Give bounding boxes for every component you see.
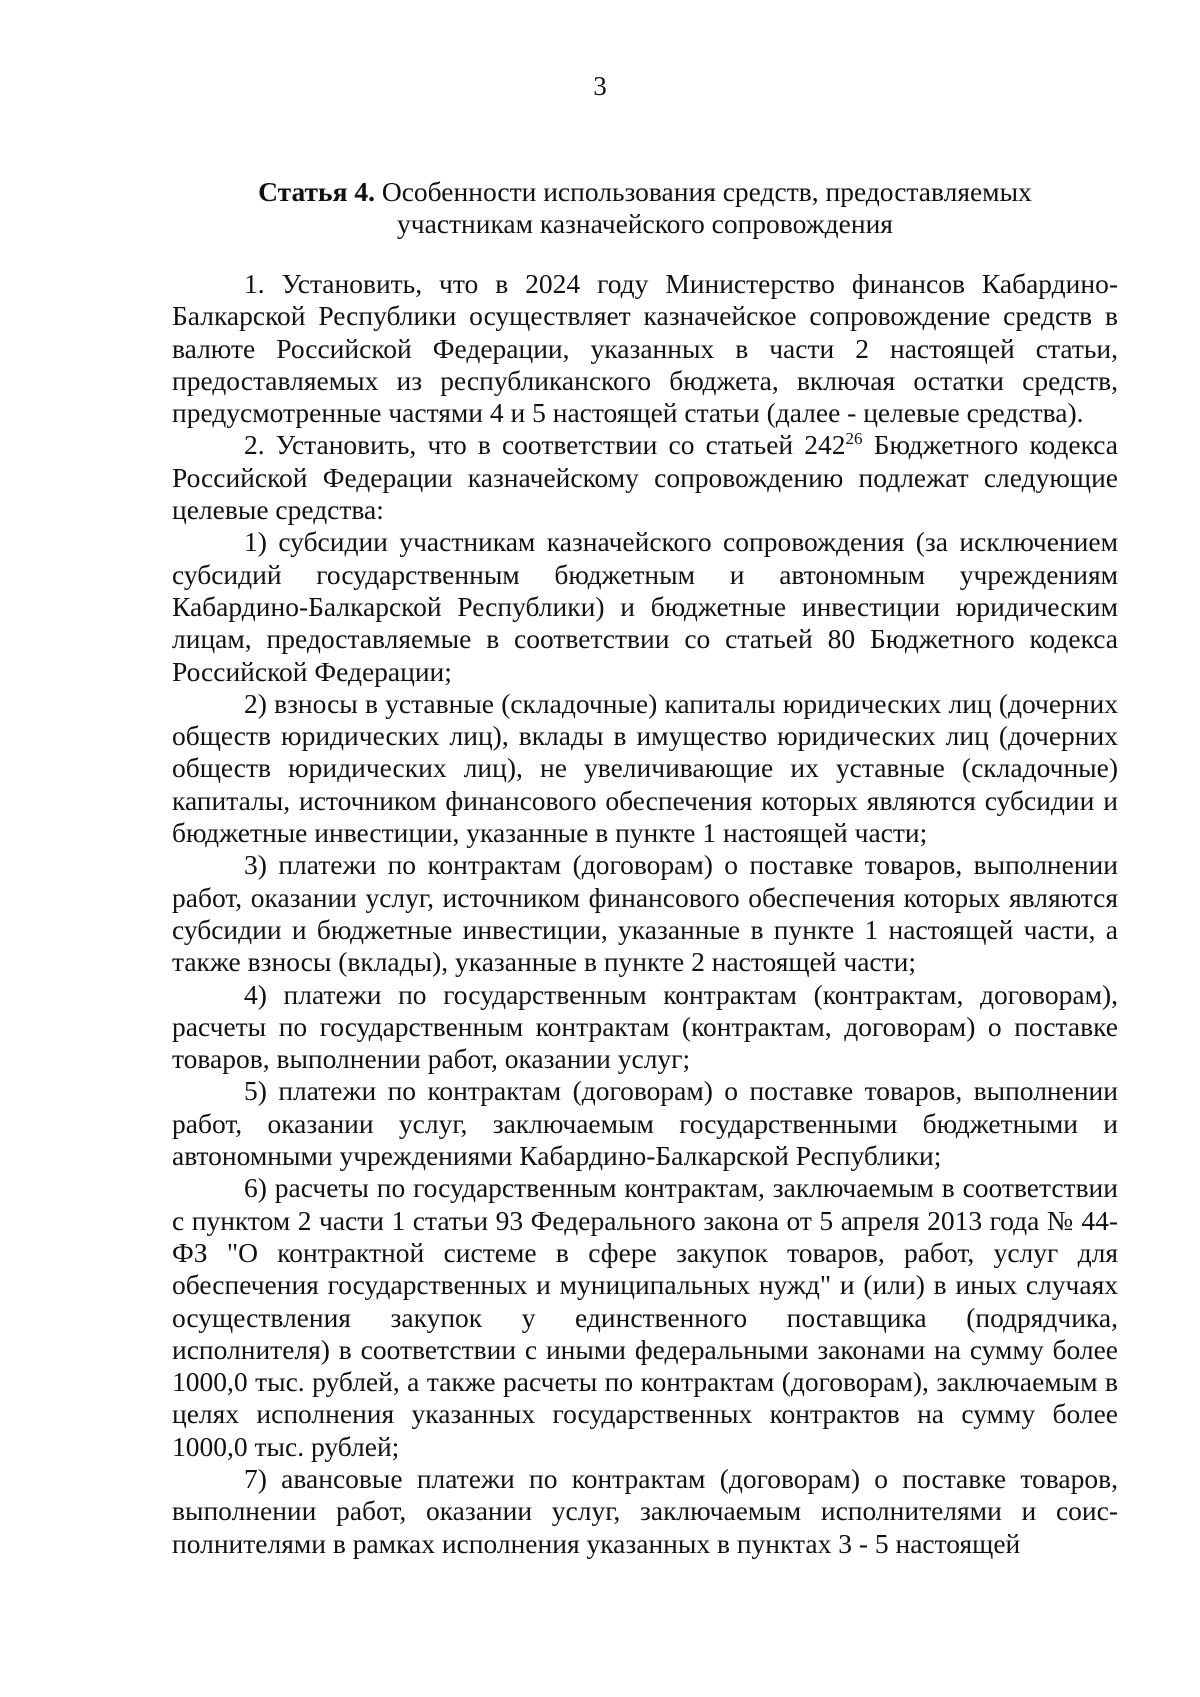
paragraph-2 xyxy=(172,429,1118,526)
article-heading xyxy=(172,176,1118,240)
paragraph-2-text-before: 2. Установить, что в соответствии со статьей 242 xyxy=(244,429,846,461)
paragraph-1: 1. Установить, что в 2024 году Министерство финансов Кабардино-Балкарской Республики осуществляет казначейское сопровождение средств в валюте Российской Федерации, указанных в части 2 настоящей статьи, предоставляемых из республиканского бюджета, включая остатки средств, предусмотренные частями 4 и 5 настоящей статьи (далее - целевые средства). xyxy=(172,268,1118,429)
article-title-line-2: участникам казначейского сопровождения xyxy=(397,208,893,239)
list-item-2: 2) взносы в уставные (складочные) капиталы юридических лиц (дочерних обществ юридических лиц), вклады в имущество юридических лиц (дочерних обществ юридических лиц), не увеличивающие их уставные (складочные) капиталы, источником финансового обеспечения которых являются субсидии и бюджетные инвестиции, указанные в пункте 1 настоящей части; xyxy=(172,687,1118,849)
article-body xyxy=(172,268,1118,1560)
list-item-3: 3) платежи по контрактам (договорам) о поставке товаров, выполнении работ, оказании услуг, источником финансового обеспечения которых являются субсидии и бюджетные инвестиции, указанные в пункте 1 настоящей части, а также взносы (вклады), указанные в пункте 2 настоящей части; xyxy=(172,849,1118,978)
list-item-4: 4) платежи по государственным контрактам (контрактам, договорам), расчеты по государственным контрактам (контрактам, договорам) о поставке товаров, выполнении работ, оказании услуг; xyxy=(172,978,1118,1075)
list-item-5: 5) платежи по контрактам (договорам) о поставке товаров, выполнении работ, оказании услуг, заключаемым государственными бюджетными и автономными учреждениями Кабардино-Балкарской Республики; xyxy=(172,1075,1118,1172)
article-title-line-1: Особенности использования средств, предоставляемых xyxy=(381,176,1032,207)
paragraph-2-text-after: Бюджетного кодекса Российской Федерации казначейскому сопровождению подлежат следующие целевые средства: xyxy=(172,429,1118,526)
article-label: Статья 4. xyxy=(258,176,375,207)
list-item-7: 7) авансовые платежи по контрактам (договорам) о поставке товаров, выполнении работ, оказании услуг, заключаемым исполнителями и соисполнителями в рамках исполнения указанных в пунктах 3 - 5 настоящей xyxy=(172,1462,1118,1559)
paragraph-2-superscript: 26 xyxy=(845,429,863,449)
list-item-1: 1) субсидии участникам казначейского сопровождения (за исключением субсидий государственным бюджетным и автономным учреждениям Кабардино-Балкарской Республики) и бюджетные инвестиции юридическим лицам, предоставляемые в соответствии со статьей 80 Бюджетного кодекса Российской Федерации; xyxy=(172,526,1118,687)
list-item-6: 6) расчеты по государственным контрактам, заключаемым в соответствии с пунктом 2 части 1 статьи 93 Федерального закона от 5 апреля 2013 года № 44-ФЗ "О контрактной системе в сфере закупок товаров, работ, услуг для обеспечения государственных и муниципальных нужд" и (или) в иных случаях осуществления закупок у единственного поставщика (подрядчика, исполнителя) в соответствии с иными федеральными законами на сумму более 1000,0 тыс. рублей, а также расчеты по контрактам (договорам), заключаемым в целях исполнения указанных государственных контрактов на сумму более 1000,0 тыс. рублей; xyxy=(172,1172,1118,1462)
page-number: 3 xyxy=(593,71,607,101)
